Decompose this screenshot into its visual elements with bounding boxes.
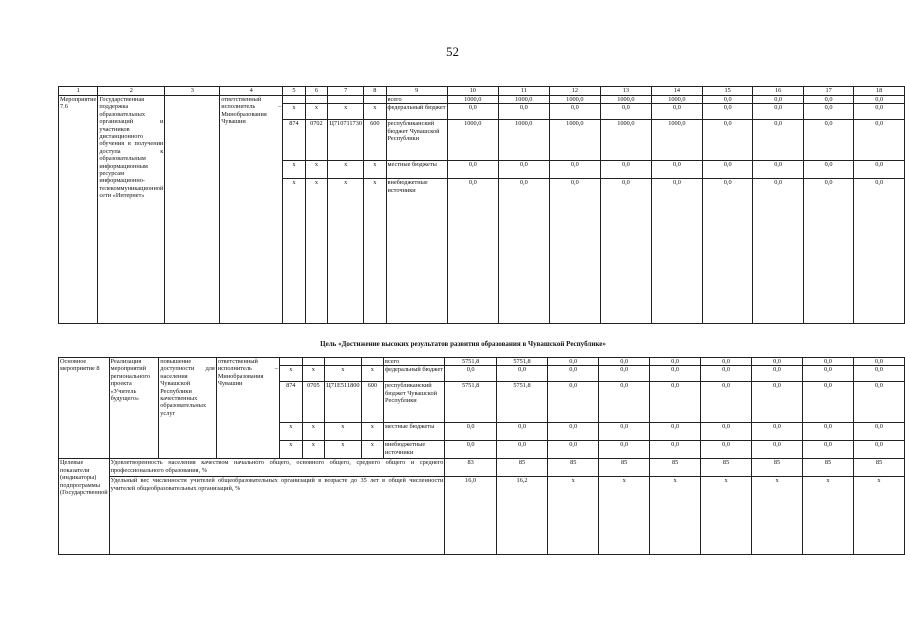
table-block-1 xyxy=(58,86,905,324)
target-article-code: x xyxy=(328,161,364,179)
amount-cell: 0,0 xyxy=(600,104,651,120)
amount-cell: 0,0 xyxy=(702,120,752,161)
amount-cell: 1000,0 xyxy=(498,96,549,104)
amount-cell: 0,0 xyxy=(599,366,650,382)
indicator-value: x xyxy=(752,477,803,555)
amount-cell: 0,0 xyxy=(752,423,803,441)
expense-type-code: x xyxy=(361,366,383,382)
indicator-value: 85 xyxy=(752,459,803,477)
amount-cell: 0,0 xyxy=(651,179,702,324)
column-number: 10 xyxy=(447,87,498,96)
amount-cell: 0,0 xyxy=(701,441,752,459)
amount-cell: 0,0 xyxy=(548,441,599,459)
header-row xyxy=(59,87,905,96)
grbs-code: x xyxy=(280,366,302,382)
amount-cell: 0,0 xyxy=(752,441,803,459)
amount-cell: 0,0 xyxy=(549,161,600,179)
indicator-value: 85 xyxy=(701,459,752,477)
indicator-value: 85 xyxy=(803,459,854,477)
amount-cell: 0,0 xyxy=(650,423,701,441)
target-article-code: x xyxy=(328,104,364,120)
amount-cell: 0,0 xyxy=(445,423,496,441)
indicator-row xyxy=(59,477,905,555)
indicator-value: x xyxy=(548,477,599,555)
indicator-text: Удельный вес численности учителей общеобразовательных организаций в возрасте до 35 лет в общей численности учителей общеобразовательных организаций, % xyxy=(109,477,445,555)
amount-cell: 0,0 xyxy=(753,120,803,161)
amount-cell: 0,0 xyxy=(600,179,651,324)
responsible-executor: ответственный исполнитель – Минобразования Чувашии xyxy=(220,96,283,324)
amount-cell: 0,0 xyxy=(702,96,752,104)
section-code: x xyxy=(305,104,328,120)
amount-cell: 0,0 xyxy=(447,104,498,120)
column-number: 16 xyxy=(753,87,803,96)
indicator-value: x xyxy=(599,477,650,555)
amount-cell: 0,0 xyxy=(803,161,853,179)
amount-cell: 0,0 xyxy=(650,366,701,382)
indicator-value: x xyxy=(853,477,904,555)
table-row xyxy=(59,96,905,104)
amount-cell: 0,0 xyxy=(803,441,854,459)
amount-cell: 0,0 xyxy=(702,179,752,324)
amount-cell: 0,0 xyxy=(853,441,904,459)
amount-cell: 0,0 xyxy=(447,179,498,324)
column-number: 9 xyxy=(386,87,447,96)
grbs-code: x xyxy=(283,179,305,324)
grbs-code: x xyxy=(280,423,302,441)
amount-cell: 0,0 xyxy=(447,161,498,179)
amount-cell: 0,0 xyxy=(600,161,651,179)
amount-cell: 0,0 xyxy=(650,382,701,423)
grbs-code xyxy=(280,358,302,366)
amount-cell: 0,0 xyxy=(548,382,599,423)
amount-cell: 0,0 xyxy=(548,366,599,382)
event-goal: повышение доступности для населения Чувашской Республики качественных образовательных услуг xyxy=(159,358,217,459)
amount-cell: 0,0 xyxy=(854,104,905,120)
responsible-executor: ответственный исполнитель – Минобразования Чувашии xyxy=(216,358,279,459)
amount-cell: 5751,8 xyxy=(496,358,547,366)
amount-cell: 0,0 xyxy=(549,104,600,120)
amount-cell: 0,0 xyxy=(853,382,904,423)
amount-cell: 0,0 xyxy=(853,366,904,382)
grbs-code: x xyxy=(280,441,302,459)
column-number: 13 xyxy=(600,87,651,96)
amount-cell: 1000,0 xyxy=(600,96,651,104)
expense-type-code: 600 xyxy=(364,120,386,161)
amount-cell: 0,0 xyxy=(803,382,854,423)
amount-cell: 0,0 xyxy=(549,179,600,324)
funding-source: федеральный бюджет xyxy=(386,104,447,120)
column-number: 14 xyxy=(651,87,702,96)
event-code: Основное мероприятие 8 xyxy=(59,358,110,459)
amount-cell: 0,0 xyxy=(548,358,599,366)
section-code: 0705 xyxy=(302,382,325,423)
amount-cell: 0,0 xyxy=(752,382,803,423)
page-number: 52 xyxy=(446,44,459,59)
amount-cell: 0,0 xyxy=(853,423,904,441)
indicator-value: x xyxy=(701,477,752,555)
amount-cell: 0,0 xyxy=(650,358,701,366)
column-number: 17 xyxy=(803,87,853,96)
indicator-value: 85 xyxy=(853,459,904,477)
amount-cell: 0,0 xyxy=(650,441,701,459)
indicator-value: x xyxy=(803,477,854,555)
indicator-value: x xyxy=(650,477,701,555)
event-goal xyxy=(165,96,220,324)
amount-cell: 0,0 xyxy=(753,179,803,324)
section-code: x xyxy=(302,423,325,441)
target-article-code: x xyxy=(325,366,361,382)
amount-cell: 0,0 xyxy=(803,104,853,120)
amount-cell: 0,0 xyxy=(599,382,650,423)
amount-cell: 0,0 xyxy=(854,179,905,324)
amount-cell: 0,0 xyxy=(803,96,853,104)
amount-cell: 0,0 xyxy=(498,179,549,324)
event-code: Мероприятие 7.6 xyxy=(59,96,98,324)
expense-type-code: x xyxy=(364,161,386,179)
amount-cell: 0,0 xyxy=(701,382,752,423)
amount-cell: 0,0 xyxy=(753,96,803,104)
target-article-code: x xyxy=(328,179,364,324)
amount-cell: 0,0 xyxy=(803,423,854,441)
section-code: 0702 xyxy=(305,120,328,161)
grbs-code: 874 xyxy=(283,120,305,161)
section-code: x xyxy=(305,161,328,179)
column-number: 11 xyxy=(498,87,549,96)
amount-cell: 0,0 xyxy=(651,161,702,179)
target-article-code: x xyxy=(325,441,361,459)
amount-cell: 5751,8 xyxy=(445,358,496,366)
amount-cell: 1000,0 xyxy=(600,120,651,161)
funding-source: местные бюджеты xyxy=(386,161,447,179)
amount-cell: 0,0 xyxy=(702,161,752,179)
column-number: 8 xyxy=(364,87,386,96)
funding-source: внебюджетные источники xyxy=(386,179,447,324)
funding-source: всего xyxy=(384,358,445,366)
column-number: 12 xyxy=(549,87,600,96)
funding-source: федеральный бюджет xyxy=(384,366,445,382)
amount-cell: 0,0 xyxy=(599,358,650,366)
amount-cell: 0,0 xyxy=(854,161,905,179)
amount-cell: 0,0 xyxy=(753,104,803,120)
expense-type-code: 600 xyxy=(361,382,383,423)
amount-cell: 0,0 xyxy=(854,96,905,104)
amount-cell: 0,0 xyxy=(651,104,702,120)
grbs-code: x xyxy=(283,161,305,179)
amount-cell: 5751,8 xyxy=(496,382,547,423)
amount-cell: 1000,0 xyxy=(549,96,600,104)
indicator-value: 16,0 xyxy=(445,477,496,555)
section-code: x xyxy=(305,179,328,324)
amount-cell: 0,0 xyxy=(753,161,803,179)
grbs-code xyxy=(283,96,305,104)
funding-source: всего xyxy=(386,96,447,104)
table-block-2 xyxy=(58,357,905,555)
expense-type-code xyxy=(364,96,386,104)
amount-cell: 0,0 xyxy=(498,104,549,120)
event-name: Государственная поддержка образовательных организаций и участников дистанционного обучения в получении доступа к образовательным информационным ресурсам информационно-телекоммуникационной сети «Интернет» xyxy=(98,96,165,324)
indicators-label: Целевые показатели (индикаторы) подпрограммы (Государственной xyxy=(59,459,110,555)
amount-cell: 0,0 xyxy=(498,161,549,179)
section-code xyxy=(302,358,325,366)
grbs-code: x xyxy=(283,104,305,120)
table-row xyxy=(59,358,905,366)
amount-cell: 0,0 xyxy=(803,179,853,324)
section-code xyxy=(305,96,328,104)
amount-cell: 0,0 xyxy=(752,366,803,382)
target-article-code: x xyxy=(325,423,361,441)
amount-cell: 0,0 xyxy=(599,441,650,459)
column-number: 5 xyxy=(283,87,305,96)
amount-cell: 1000,0 xyxy=(549,120,600,161)
expense-type-code: x xyxy=(361,423,383,441)
amount-cell: 0,0 xyxy=(854,120,905,161)
goal-heading: Цель «Достижение высоких результатов развития образования в Чувашской Республике» xyxy=(320,340,606,348)
indicator-row xyxy=(59,459,905,477)
grbs-code: 874 xyxy=(280,382,302,423)
column-number: 4 xyxy=(220,87,283,96)
target-article-code xyxy=(325,358,361,366)
amount-cell: 1000,0 xyxy=(498,120,549,161)
amount-cell: 0,0 xyxy=(701,366,752,382)
amount-cell: 0,0 xyxy=(445,366,496,382)
column-number: 7 xyxy=(328,87,364,96)
expense-type-code: x xyxy=(364,179,386,324)
amount-cell: 0,0 xyxy=(853,358,904,366)
amount-cell: 0,0 xyxy=(496,423,547,441)
amount-cell: 0,0 xyxy=(803,366,854,382)
amount-cell: 0,0 xyxy=(701,423,752,441)
expense-type-code: x xyxy=(361,441,383,459)
amount-cell: 0,0 xyxy=(701,358,752,366)
amount-cell: 0,0 xyxy=(803,120,853,161)
expense-type-code xyxy=(361,358,383,366)
section-code: x xyxy=(302,441,325,459)
amount-cell: 5751,8 xyxy=(445,382,496,423)
indicator-value: 85 xyxy=(599,459,650,477)
section-code: x xyxy=(302,366,325,382)
column-number: 6 xyxy=(305,87,328,96)
funding-source: внебюджетные источники xyxy=(384,441,445,459)
column-number: 3 xyxy=(165,87,220,96)
indicator-value: 85 xyxy=(548,459,599,477)
event-name: Реализация мероприятий регионального проекта «Учитель будущего» xyxy=(109,358,159,459)
column-number: 18 xyxy=(854,87,905,96)
amount-cell: 0,0 xyxy=(496,441,547,459)
target-article-code: Ц71Е511800 xyxy=(325,382,361,423)
indicator-text: Удовлетворенность населения качеством начального общего, основного общего, среднего общего и среднего профессионального образования, % xyxy=(109,459,445,477)
target-article-code: Ц710711730 xyxy=(328,120,364,161)
funding-source: республиканский бюджет Чувашской Республики xyxy=(386,120,447,161)
column-number: 15 xyxy=(702,87,752,96)
amount-cell: 1000,0 xyxy=(651,120,702,161)
target-article-code xyxy=(328,96,364,104)
amount-cell: 0,0 xyxy=(548,423,599,441)
indicator-value: 85 xyxy=(496,459,547,477)
indicator-value: 16,2 xyxy=(496,477,547,555)
amount-cell: 0,0 xyxy=(752,358,803,366)
amount-cell: 1000,0 xyxy=(447,120,498,161)
amount-cell: 1000,0 xyxy=(651,96,702,104)
amount-cell: 0,0 xyxy=(496,366,547,382)
amount-cell: 0,0 xyxy=(803,358,854,366)
amount-cell: 0,0 xyxy=(702,104,752,120)
expense-type-code: x xyxy=(364,104,386,120)
column-number: 2 xyxy=(98,87,165,96)
amount-cell: 0,0 xyxy=(599,423,650,441)
indicator-value: 85 xyxy=(650,459,701,477)
amount-cell: 1000,0 xyxy=(447,96,498,104)
funding-source: республиканский бюджет Чувашской Республики xyxy=(384,382,445,423)
amount-cell: 0,0 xyxy=(445,441,496,459)
column-number: 1 xyxy=(59,87,98,96)
funding-source: местные бюджеты xyxy=(384,423,445,441)
indicator-value: 83 xyxy=(445,459,496,477)
